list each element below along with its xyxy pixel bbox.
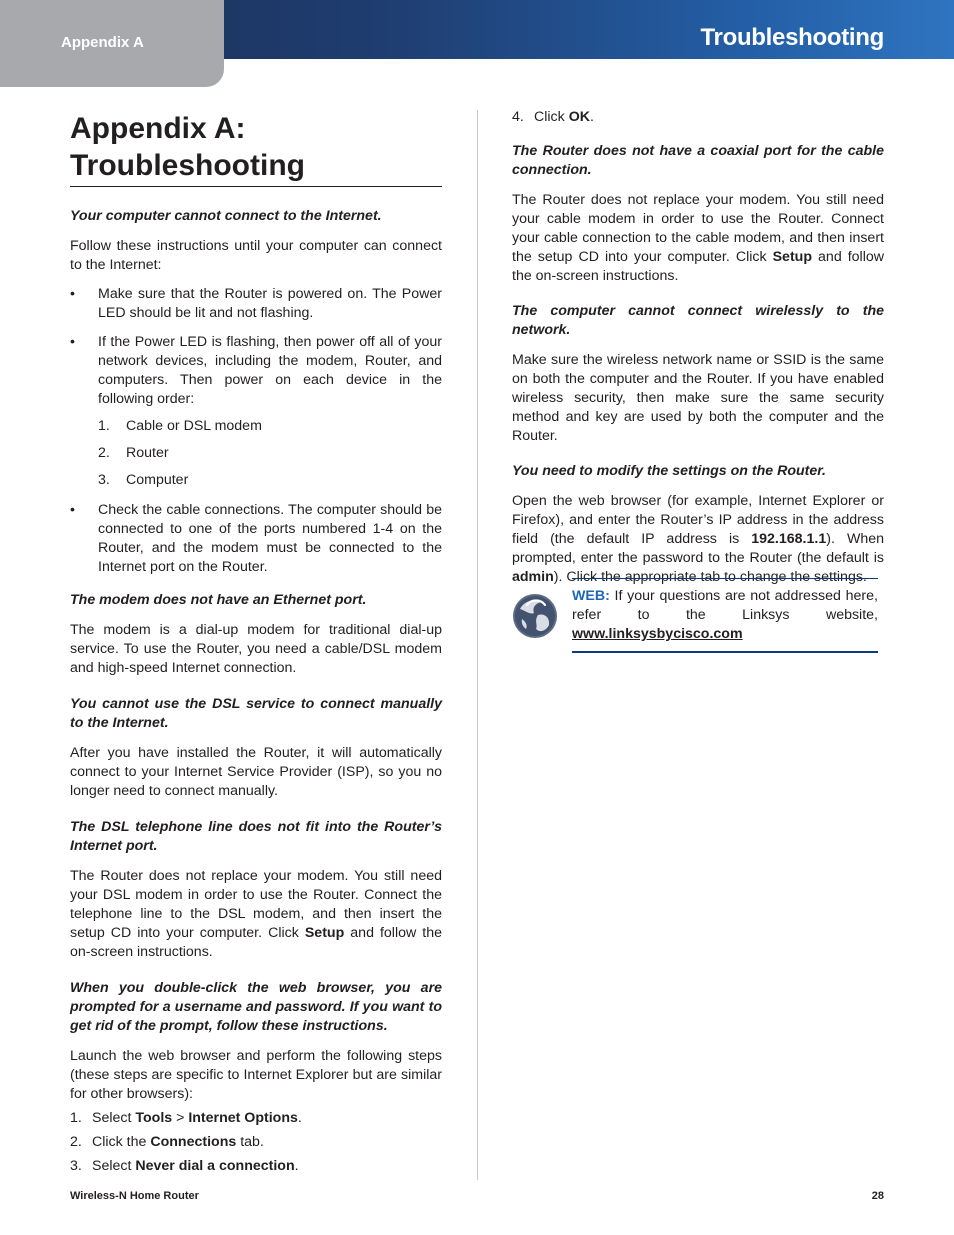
paragraph-no-coax: The Router does not replace your modem. You still need your cable modem in order to use the Router. Connect your cable connection to the cable modem, and then insert the setup CD into your computer. Click Setup and follow the on-screen instructions. xyxy=(512,192,885,284)
order-text: Router xyxy=(126,445,169,461)
paragraph-no-internet: Follow these instructions until your computer can connect to the Internet: xyxy=(70,238,442,273)
web-label: WEB: xyxy=(572,588,610,604)
bullet-icon: • xyxy=(70,502,75,518)
order-text: Computer xyxy=(126,472,189,488)
order-text: Cable or DSL modem xyxy=(126,418,262,434)
bullet-text: If the Power LED is flashing, then power off all of your network devices, including the modem, Router, and computers. Then power on each device in the following order: xyxy=(98,334,442,407)
heading-no-ethernet: The modem does not have an Ethernet port. xyxy=(70,592,367,608)
page-title xyxy=(70,110,442,187)
linksys-website-link[interactable]: www.linksysbycisco.com xyxy=(572,626,743,642)
globe-icon xyxy=(512,593,558,639)
bullet-text: Check the cable connections. The computer should be connected to one of the ports numbered 1-4 on the Router, and the modem must be connected to the Internet port on the Router. xyxy=(98,502,442,575)
heading-no-internet: Your computer cannot connect to the Internet. xyxy=(70,208,382,224)
heading-modify-settings: You need to modify the settings on the Router. xyxy=(512,463,826,479)
bullet-icon: • xyxy=(70,334,75,350)
step-item: 3. Select Never dial a connection. xyxy=(70,1158,299,1174)
heading-no-wireless: The computer cannot connect wirelessly to the network. xyxy=(512,303,884,338)
paragraph-dsl-manual: After you have installed the Router, it will automatically connect to your Internet Service Provider (ISP), so you no longer need to connect manually. xyxy=(70,745,442,799)
heading-dsl-manual: You cannot use the DSL service to connect manually to the Internet. xyxy=(70,696,442,731)
order-number: 2. xyxy=(98,445,110,461)
step-item: 2. Click the Connections tab. xyxy=(70,1134,264,1150)
step-item: 1. Select Tools > Internet Options. xyxy=(70,1110,302,1126)
web-note-bottom-rule xyxy=(572,651,878,653)
page-title-line1: Appendix A: xyxy=(70,112,246,145)
order-number: 3. xyxy=(98,472,110,488)
paragraph-no-wireless: Make sure the wireless network name or SSID is the same on both the computer and the Router. If you have enabled wireless security, then make sure the same security method and key are used by both the computer and the Router. xyxy=(512,352,884,444)
bullet-item xyxy=(70,501,442,577)
bullet-item xyxy=(70,285,442,323)
steps-list-continued xyxy=(512,108,884,127)
heading-password-prompt: When you double-click the web browser, you are prompted for a username and password. If you want to get rid of the prompt, follow these instructions. xyxy=(70,980,442,1034)
order-item xyxy=(70,471,442,490)
web-note-top-rule xyxy=(572,578,878,579)
section-tab-label: Appendix A xyxy=(61,34,144,51)
bullet-icon: • xyxy=(70,286,75,302)
order-number: 1. xyxy=(98,418,110,434)
steps-list xyxy=(70,1109,442,1176)
section-tab xyxy=(0,0,224,87)
paragraph-modify-settings: Open the web browser (for example, Internet Explorer or Firefox), and enter the Router’s IP address in the address field (the default IP address is 192.168.1.1). When prompted, enter the password to the Router (the default is admin). Click the appropriate tab to change the settings. xyxy=(512,493,885,585)
paragraph-dsl-line: The Router does not replace your modem. You still need your DSL modem in order to use the Router. Connect the telephone line to the DSL modem, and then insert the setup CD into your computer. Click Setup and follow the on-screen instructions. xyxy=(70,868,442,960)
order-item xyxy=(70,417,442,436)
header-title: Troubleshooting xyxy=(700,24,884,51)
heading-no-coax: The Router does not have a coaxial port for the cable connection. xyxy=(512,143,884,178)
web-note-text: WEB: If your questions are not addressed here, refer to the Linksys website, www.linksysbycisco.com xyxy=(572,588,878,642)
paragraph-no-ethernet: The modem is a dial-up modem for traditional dial-up service. To use the Router, you need a cable/DSL modem and high-speed Internet connection. xyxy=(70,622,442,676)
footer-product-name: Wireless-N Home Router xyxy=(70,1190,199,1202)
paragraph-password-prompt: Launch the web browser and perform the following steps (these steps are specific to Internet Explorer but are similar for other browsers): xyxy=(70,1048,442,1102)
bullet-item xyxy=(70,333,442,409)
page-title-line2: Troubleshooting xyxy=(70,149,305,182)
column-divider xyxy=(477,110,478,1180)
left-column xyxy=(70,110,442,1176)
right-column xyxy=(512,108,884,587)
order-item xyxy=(70,444,442,463)
bullet-text: Make sure that the Router is powered on. The Power LED should be lit and not flashing. xyxy=(98,286,442,321)
page-number: 28 xyxy=(871,1190,884,1202)
heading-dsl-line: The DSL telephone line does not fit into the Router’s Internet port. xyxy=(70,819,442,854)
step-item: 4. Click OK. xyxy=(512,109,594,125)
